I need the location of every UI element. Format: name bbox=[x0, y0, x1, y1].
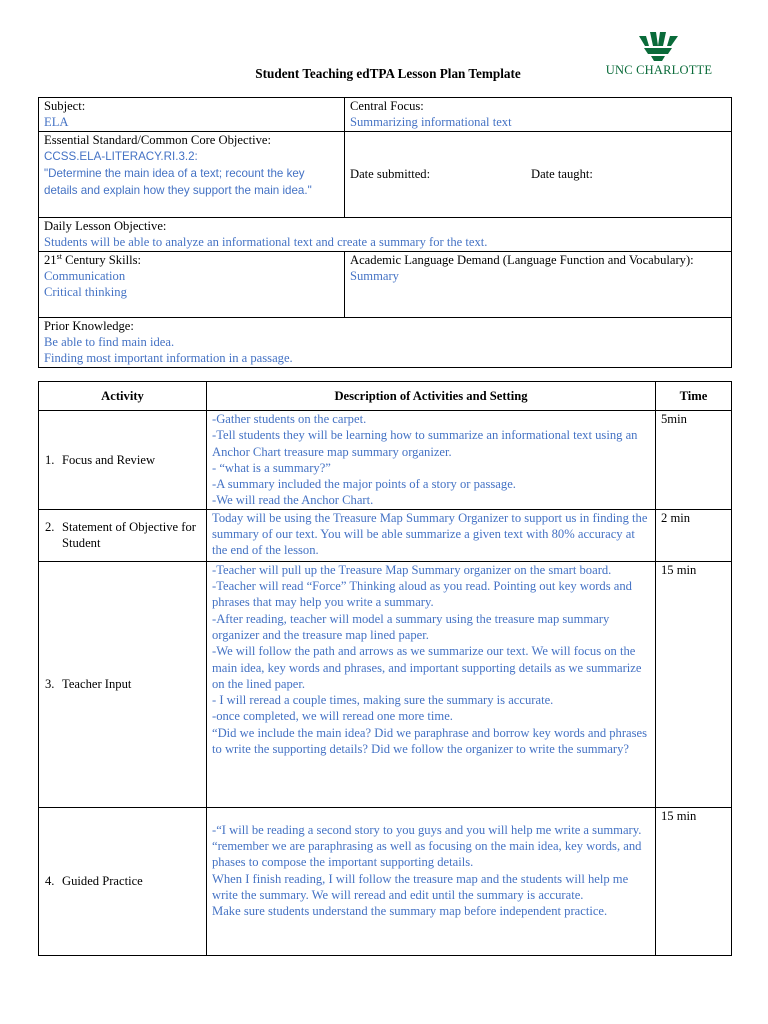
skill-item: Communication bbox=[44, 268, 126, 283]
time-cell: 15 min bbox=[656, 807, 732, 955]
table-row bbox=[39, 807, 732, 955]
activity-label: Teacher Input bbox=[62, 677, 132, 692]
activity-number: 2. bbox=[45, 519, 55, 534]
description-cell bbox=[207, 509, 656, 561]
standard-label: Essential Standard/Common Core Objective: bbox=[44, 133, 271, 147]
daily-objective-cell bbox=[39, 218, 732, 252]
description-line: -Gather students on the carpet. bbox=[212, 412, 367, 426]
activity-label: Focus and Review bbox=[62, 452, 156, 467]
activity-number: 3. bbox=[45, 677, 55, 692]
description-line: -Teacher will pull up the Treasure Map Summary organizer on the smart board. bbox=[212, 562, 612, 577]
central-focus-value: Summarizing informational text bbox=[350, 115, 512, 130]
academic-language-cell bbox=[345, 251, 732, 317]
description-line: “remember we are paraphrasing as well as focusing on the main idea, key words, and phases to compose the important supporting details. bbox=[212, 839, 642, 870]
prior-knowledge-cell bbox=[39, 317, 732, 367]
activity-label: Statement of Objective for Student bbox=[62, 519, 196, 551]
table-row bbox=[39, 561, 732, 807]
description-line: -Tell students they will be learning how to summarize an informational text using an Anchor Chart treasure map summary organizer. bbox=[212, 428, 638, 459]
daily-objective-value: Students will be able to analyze an informational text and create a summary for the text. bbox=[44, 235, 488, 250]
description-line: -After reading, teacher will model a summary using the treasure map summary organizer and the treasure map lined paper. bbox=[212, 611, 610, 642]
description-line: Today will be using the Treasure Map Summary Organizer to support us in finding the summary of our text. You will be able summarize a given text with 80% accuracy at the end of the lesson. bbox=[212, 510, 648, 558]
prior-knowledge-item: Finding most important information in a passage. bbox=[44, 351, 293, 366]
activity-cell bbox=[39, 807, 207, 955]
standard-text: "Determine the main idea of a text; recount the key details and explain how they support the main idea." bbox=[44, 167, 312, 198]
subject-cell bbox=[39, 98, 345, 132]
column-header-description: Description of Activities and Setting bbox=[207, 382, 656, 411]
description-line: - “what is a summary?” bbox=[212, 460, 331, 475]
description-cell bbox=[207, 411, 656, 510]
column-header-activity: Activity bbox=[39, 382, 207, 411]
standard-code: CCSS.ELA-LITERACY.RI.3.2: bbox=[44, 150, 198, 164]
dates-cell bbox=[345, 132, 732, 218]
table-row bbox=[39, 411, 732, 510]
activity-number: 1. bbox=[45, 452, 55, 467]
table-row bbox=[39, 509, 732, 561]
description-line: -We will read the Anchor Chart. bbox=[212, 493, 374, 508]
description-cell bbox=[207, 561, 656, 807]
activities-table bbox=[38, 381, 732, 956]
logo-wordmark: UNC CHARLOTTE bbox=[605, 63, 713, 77]
century-skills-label: 21st Century Skills: bbox=[44, 251, 142, 267]
description-line: When I finish reading, I will follow the treasure map and the students will help me write the summary. We will reread and edit until the summary is accurate. bbox=[212, 871, 629, 902]
date-submitted-label: Date submitted: bbox=[350, 167, 431, 182]
crown-logo-icon bbox=[636, 30, 682, 62]
activity-cell bbox=[39, 509, 207, 561]
academic-language-label: Academic Language Demand (Language Function and Vocabulary): bbox=[350, 252, 694, 267]
skill-item: Critical thinking bbox=[44, 285, 127, 300]
description-line: -A summary included the major points of a story or passage. bbox=[212, 477, 516, 492]
prior-knowledge-item: Be able to find main idea. bbox=[44, 334, 175, 349]
page-title: Student Teaching edTPA Lesson Plan Template bbox=[255, 66, 521, 81]
description-line: “Did we include the main idea? Did we paraphrase and borrow key words and phrases to write the supporting details? Did we follow the organizer to write the summary? bbox=[212, 725, 648, 757]
academic-language-value: Summary bbox=[350, 268, 399, 283]
century-skills-cell bbox=[39, 251, 345, 317]
description-line: -once completed, we will reread one more time. bbox=[212, 709, 453, 724]
description-line: - I will reread a couple times, making sure the summary is accurate. bbox=[212, 693, 554, 708]
time-cell: 2 min bbox=[656, 509, 732, 561]
activity-number: 4. bbox=[45, 874, 55, 889]
description-line: -Teacher will read “Force” Thinking aloud as you read. Pointing out key words and phrases that may help you write a summary. bbox=[212, 579, 632, 610]
central-focus-label: Central Focus: bbox=[350, 99, 424, 113]
description-cell bbox=[207, 807, 656, 955]
standard-cell bbox=[39, 132, 345, 218]
activity-label: Guided Practice bbox=[62, 874, 143, 889]
subject-value: ELA bbox=[44, 115, 69, 130]
date-taught-label: Date taught: bbox=[531, 167, 593, 182]
prior-knowledge-label: Prior Knowledge: bbox=[44, 318, 134, 333]
activity-cell bbox=[39, 561, 207, 807]
central-focus-cell bbox=[345, 98, 732, 132]
description-line: -“I will be reading a second story to you guys and you will help me write a summary. bbox=[212, 822, 642, 837]
column-header-time: Time bbox=[656, 382, 732, 411]
description-line: Make sure students understand the summary map before independent practice. bbox=[212, 904, 608, 919]
time-cell: 15 min bbox=[656, 561, 732, 807]
activity-cell bbox=[39, 411, 207, 510]
lesson-header-table bbox=[38, 97, 732, 368]
time-cell: 5min bbox=[656, 411, 732, 510]
subject-label: Subject: bbox=[44, 99, 86, 113]
description-line: -We will follow the path and arrows as we summarize our text. We will focus on the main idea, key words and phrases, and important supporting details as we summarize on the lined paper. bbox=[212, 644, 642, 691]
daily-objective-label: Daily Lesson Objective: bbox=[44, 219, 167, 233]
